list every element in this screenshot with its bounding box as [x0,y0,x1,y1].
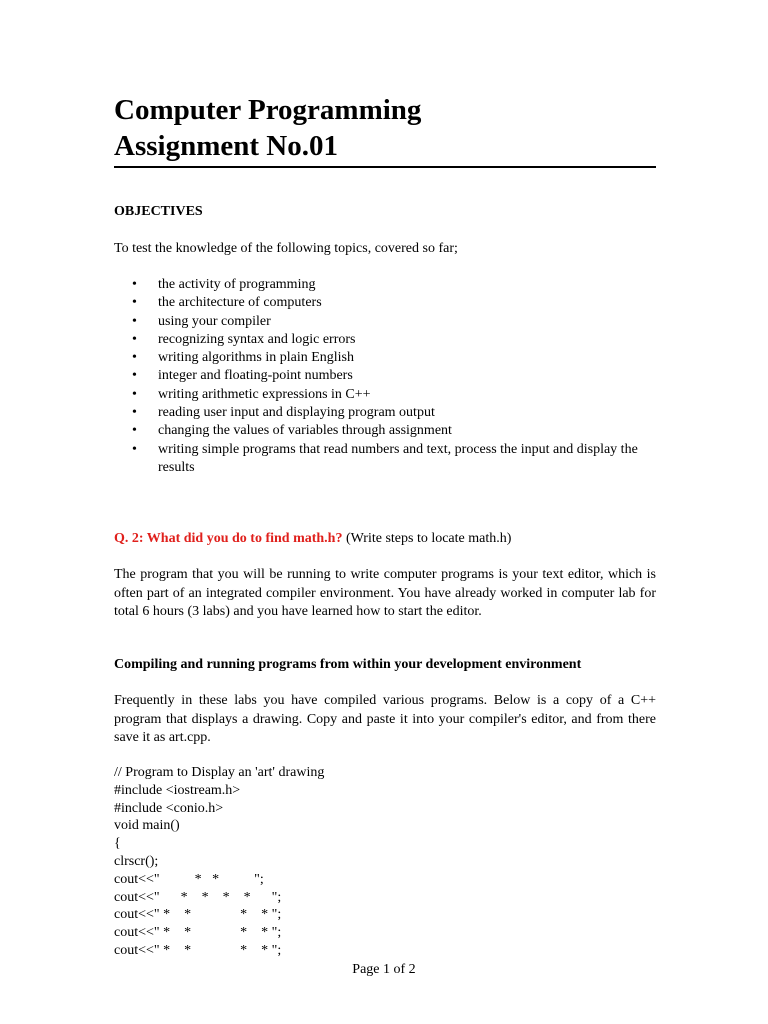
code-line: void main() [114,818,180,834]
list-item [114,276,656,294]
list-item [114,313,656,331]
list-item-text: recognizing syntax and logic errors [158,331,356,347]
list-item [114,404,656,422]
code-line: { [114,836,121,852]
list-item-text: writing arithmetic expressions in C++ [158,386,371,402]
list-item-text: reading user input and displaying program output [158,405,435,421]
intro-text: To test the knowledge of the following topics, covered so far; [114,241,458,256]
code-line: clrscr(); [114,853,159,869]
code-line: cout<<" * * * * "; [114,925,282,941]
list-item-text: using your compiler [158,313,271,329]
code-line: #include <conio.h> [114,800,224,816]
code-line: #include <iostream.h> [114,782,241,798]
code-line: cout<<" * * * * "; [114,907,282,923]
code-line: cout<<" * * * * "; [114,942,282,958]
code-line: cout<<" * * "; [114,871,264,887]
section-subheading: Compiling and running programs from within your development environment [114,657,582,672]
bullet-icon: • [132,350,137,366]
objectives-heading: OBJECTIVES [114,204,203,219]
bullet-icon: • [132,386,137,402]
list-item [114,349,656,367]
title-block [114,92,656,168]
bullet-icon: • [132,331,137,347]
list-item-text: the architecture of computers [158,295,322,311]
document-title-line-1: Computer Programming [114,94,422,126]
bullet-icon: • [132,368,137,384]
list-item [114,367,656,385]
list-item-text: the activity of programming [158,277,316,292]
list-item-text: changing the values of variables through assignment [158,423,452,439]
list-item [114,422,656,440]
list-item-text: writing algorithms in plain English [158,350,354,366]
list-item [114,331,656,349]
bullet-icon: • [132,441,137,457]
document-title-line-2: Assignment No.01 [114,130,338,162]
bullet-icon: • [132,295,137,311]
list-item [114,386,656,404]
code-listing [114,764,324,960]
list-item-text: integer and floating-point numbers [158,368,353,384]
bullet-icon: • [132,313,137,329]
question-2 [114,530,511,548]
question-note: (Write steps to locate math.h) [342,531,512,546]
paragraph-compiling: Frequently in these labs you have compiled various programs. Below is a copy of a C++ program that displays a drawing. Copy and paste it into your compiler's editor, and from there save it as art.cpp. [114,693,656,745]
code-line: // Program to Display an 'art' drawing [114,765,325,780]
page-footer: Page 1 of 2 [352,962,416,977]
list-item-text: writing simple programs that read numbers and text, process the input and display the results [158,441,638,475]
list-item [114,294,656,312]
topic-list [114,276,656,477]
bullet-icon: • [132,423,137,439]
bullet-icon: • [132,405,137,421]
code-line: cout<<" * * * * "; [114,889,282,905]
list-item [114,441,656,478]
bullet-icon: • [132,277,137,292]
question-label: Q. 2: What did you do to find math.h? [114,531,343,546]
paragraph-editor: The program that you will be running to write computer programs is your text editor, which is often part of an integrated compiler environment. You have already worked in computer lab for total 6 hours (3 labs) and you have learned how to start the editor. [114,567,656,619]
